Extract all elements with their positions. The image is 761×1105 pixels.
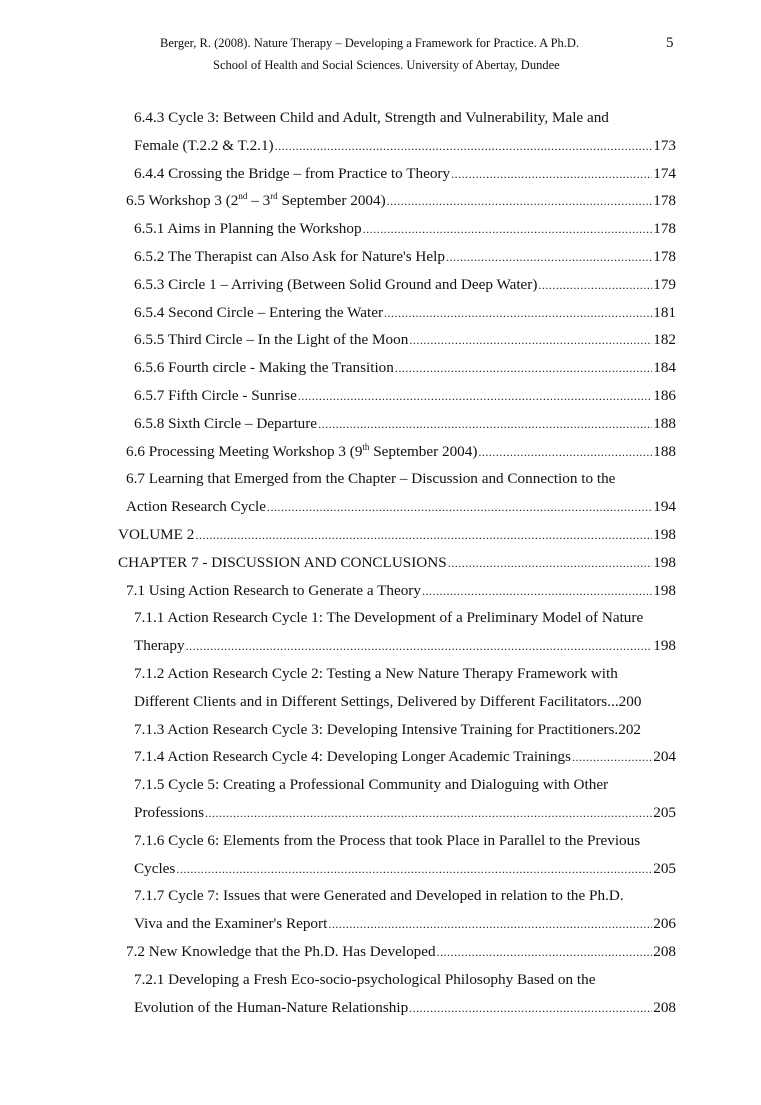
toc-entry-title: 7.1.2 Action Research Cycle 2: Testing a New Nature Therapy Framework with: [134, 664, 618, 682]
toc-page-number: 184: [653, 359, 676, 377]
toc-entry-title: Different Clients and in Different Settings, Delivered by Different Facilitators...: [134, 692, 619, 710]
header-citation: Berger, R. (2008). Nature Therapy – Developing a Framework for Practice. A Ph.D.: [160, 36, 580, 50]
dot-leader: [538, 272, 652, 300]
toc-entry: [0, 882, 761, 910]
toc-entry-title: 6.5.1 Aims in Planning the Workshop: [134, 220, 362, 238]
toc-entry[interactable]: [0, 215, 761, 243]
toc-page-number: 198: [653, 525, 676, 543]
toc-entry: [0, 966, 761, 994]
toc-entry-title: 7.1.3 Action Research Cycle 3: Developing Intensive Training for Practitioners.: [134, 720, 619, 738]
toc-entry[interactable]: [0, 410, 761, 438]
toc-entry-title: Therapy: [134, 637, 185, 655]
toc-entry[interactable]: [0, 243, 761, 271]
toc-entry-title: 6.4.3 Cycle 3: Between Child and Adult, Strength and Vulnerability, Male and: [134, 109, 609, 126]
toc-page-number: 182: [653, 331, 676, 349]
toc-entry-title: CHAPTER 7 - DISCUSSION AND CONCLUSIONS: [118, 553, 447, 571]
toc-entry[interactable]: [0, 354, 761, 382]
toc-entry: [0, 604, 761, 632]
toc-entry[interactable]: [0, 743, 761, 771]
toc-entry[interactable]: [0, 132, 761, 160]
toc-entry-title: 6.5 Workshop 3 (2nd – 3rd September 2004): [126, 191, 386, 210]
toc-page-number: 208: [653, 998, 676, 1016]
toc-page-number: 200: [618, 692, 642, 710]
toc-entry-title: 7.2 New Knowledge that the Ph.D. Has Developed: [126, 942, 436, 960]
toc-entry-title: 6.5.7 Fifth Circle - Sunrise: [134, 386, 297, 404]
toc-entry-title: 6.5.8 Sixth Circle – Departure: [134, 414, 318, 432]
toc-entry[interactable]: [0, 382, 761, 410]
toc-entry[interactable]: [0, 910, 761, 938]
toc-entry[interactable]: [0, 577, 761, 605]
toc-page-number: 204: [653, 748, 676, 766]
toc-entry-title: 7.1.6 Cycle 6: Elements from the Process that took Place in Parallel to the Previous: [134, 831, 641, 849]
header-institution: School of Health and Social Sciences. University of Abertay, Dundee: [213, 58, 560, 72]
toc-entry-title: Female (T.2.2 & T.2.1): [134, 136, 274, 154]
dot-leader: [186, 633, 653, 661]
toc-page-number: 205: [653, 859, 676, 877]
toc-entry-title: 7.1.1 Action Research Cycle 1: The Development of a Preliminary Model of Nature: [134, 609, 644, 627]
toc-entry-title: 6.5.4 Second Circle – Entering the Water: [134, 303, 384, 321]
dot-leader: [267, 494, 652, 522]
page-number: 5: [666, 35, 674, 51]
dot-leader: [298, 383, 652, 411]
toc-entry: [0, 827, 761, 855]
toc-entry[interactable]: [0, 688, 761, 716]
toc-entry-title: Viva and the Examiner's Report: [134, 915, 328, 933]
dot-leader: [409, 327, 652, 355]
toc-entry-title: Professions: [134, 803, 205, 821]
toc-entry-title: 7.2.1 Developing a Fresh Eco-socio-psychological Philosophy Based on the: [134, 970, 596, 988]
dot-leader: [448, 550, 653, 578]
toc-entry-title: 7.1.5 Cycle 5: Creating a Professional Community and Dialoguing with Other: [134, 776, 609, 794]
toc-entry-title: 6.5.2 The Therapist can Also Ask for Nature's Help: [134, 247, 445, 265]
toc-entry: [0, 660, 761, 688]
toc-page-number: 173: [653, 136, 676, 154]
toc-page-number: 202: [618, 720, 642, 738]
dot-leader: [572, 744, 652, 772]
toc-page-number: 198: [653, 581, 676, 599]
toc-page-number: 198: [653, 553, 676, 571]
toc-entry-title: 7.1.4 Action Research Cycle 4: Developing Longer Academic Trainings: [134, 748, 571, 766]
toc-page-number: 178: [653, 247, 676, 265]
dot-leader: [395, 355, 652, 383]
dot-leader: [409, 995, 652, 1023]
toc-entry[interactable]: [0, 549, 761, 577]
toc-entry[interactable]: [0, 632, 761, 660]
dot-leader: [176, 856, 652, 884]
dot-leader: [275, 133, 653, 161]
dot-leader: [195, 522, 652, 550]
toc-entry-title: 6.4.4 Crossing the Bridge – from Practice to Theory: [134, 164, 451, 182]
toc-entry[interactable]: [0, 160, 761, 188]
toc-entry-title: 6.5.5 Third Circle – In the Light of the Moon: [134, 331, 409, 349]
toc-entry[interactable]: [0, 938, 761, 966]
toc-entry-title: 6.7 Learning that Emerged from the Chapter – Discussion and Connection to the: [126, 470, 616, 488]
toc-entry[interactable]: [0, 716, 761, 744]
dot-leader: [318, 411, 652, 439]
dot-leader: [384, 300, 652, 328]
toc-entry[interactable]: [0, 271, 761, 299]
toc-entry-title: 6.5.3 Circle 1 – Arriving (Between Solid Ground and Deep Water): [134, 275, 538, 293]
toc-entry-title: 7.1 Using Action Research to Generate a Theory: [126, 581, 421, 599]
toc-page-number: 181: [653, 303, 676, 321]
toc-entry: [0, 104, 761, 132]
toc-page-number: 174: [653, 164, 676, 182]
toc-entry-title: VOLUME 2: [118, 525, 195, 543]
dot-leader: [363, 216, 653, 244]
toc-entry[interactable]: [0, 493, 761, 521]
toc-page-number: 206: [653, 915, 676, 933]
dot-leader: [446, 244, 652, 272]
dot-leader: [437, 939, 653, 967]
dot-leader: [451, 161, 652, 189]
toc-page-number: 188: [653, 414, 676, 432]
toc-entry[interactable]: [0, 187, 761, 215]
toc-page-number: 179: [653, 275, 676, 293]
dot-leader: [387, 188, 653, 216]
toc-entry-title: Cycles: [134, 859, 176, 877]
toc-entry-title: Action Research Cycle: [126, 498, 267, 516]
toc-entry[interactable]: [0, 326, 761, 354]
toc-page-number: 198: [653, 637, 676, 655]
toc-entry[interactable]: [0, 438, 761, 466]
dot-leader: [328, 911, 652, 939]
toc-entry[interactable]: [0, 799, 761, 827]
toc-page-number: 186: [653, 386, 676, 404]
toc-entry-title: 6.5.6 Fourth circle - Making the Transition: [134, 359, 394, 377]
dot-leader: [478, 439, 652, 467]
toc-entry[interactable]: [0, 521, 761, 549]
toc-entry[interactable]: [0, 855, 761, 883]
toc-page-number: 188: [653, 442, 676, 460]
toc-entry: [0, 771, 761, 799]
table-of-contents: [0, 104, 761, 1021]
toc-entry: [0, 465, 761, 493]
toc-entry[interactable]: [0, 299, 761, 327]
toc-page-number: 194: [653, 498, 676, 516]
toc-page-number: 178: [653, 220, 676, 238]
dot-leader: [422, 578, 652, 606]
toc-page-number: 208: [653, 942, 676, 960]
dot-leader: [205, 800, 652, 828]
toc-entry[interactable]: [0, 994, 761, 1022]
toc-entry-title: 7.1.7 Cycle 7: Issues that were Generated and Developed in relation to the Ph.D.: [134, 887, 624, 905]
toc-entry-title: Evolution of the Human-Nature Relationship: [134, 998, 409, 1016]
toc-page-number: 178: [653, 192, 676, 210]
toc-page-number: 205: [653, 803, 676, 821]
toc-entry-title: 6.6 Processing Meeting Workshop 3 (9th September 2004): [126, 441, 478, 460]
